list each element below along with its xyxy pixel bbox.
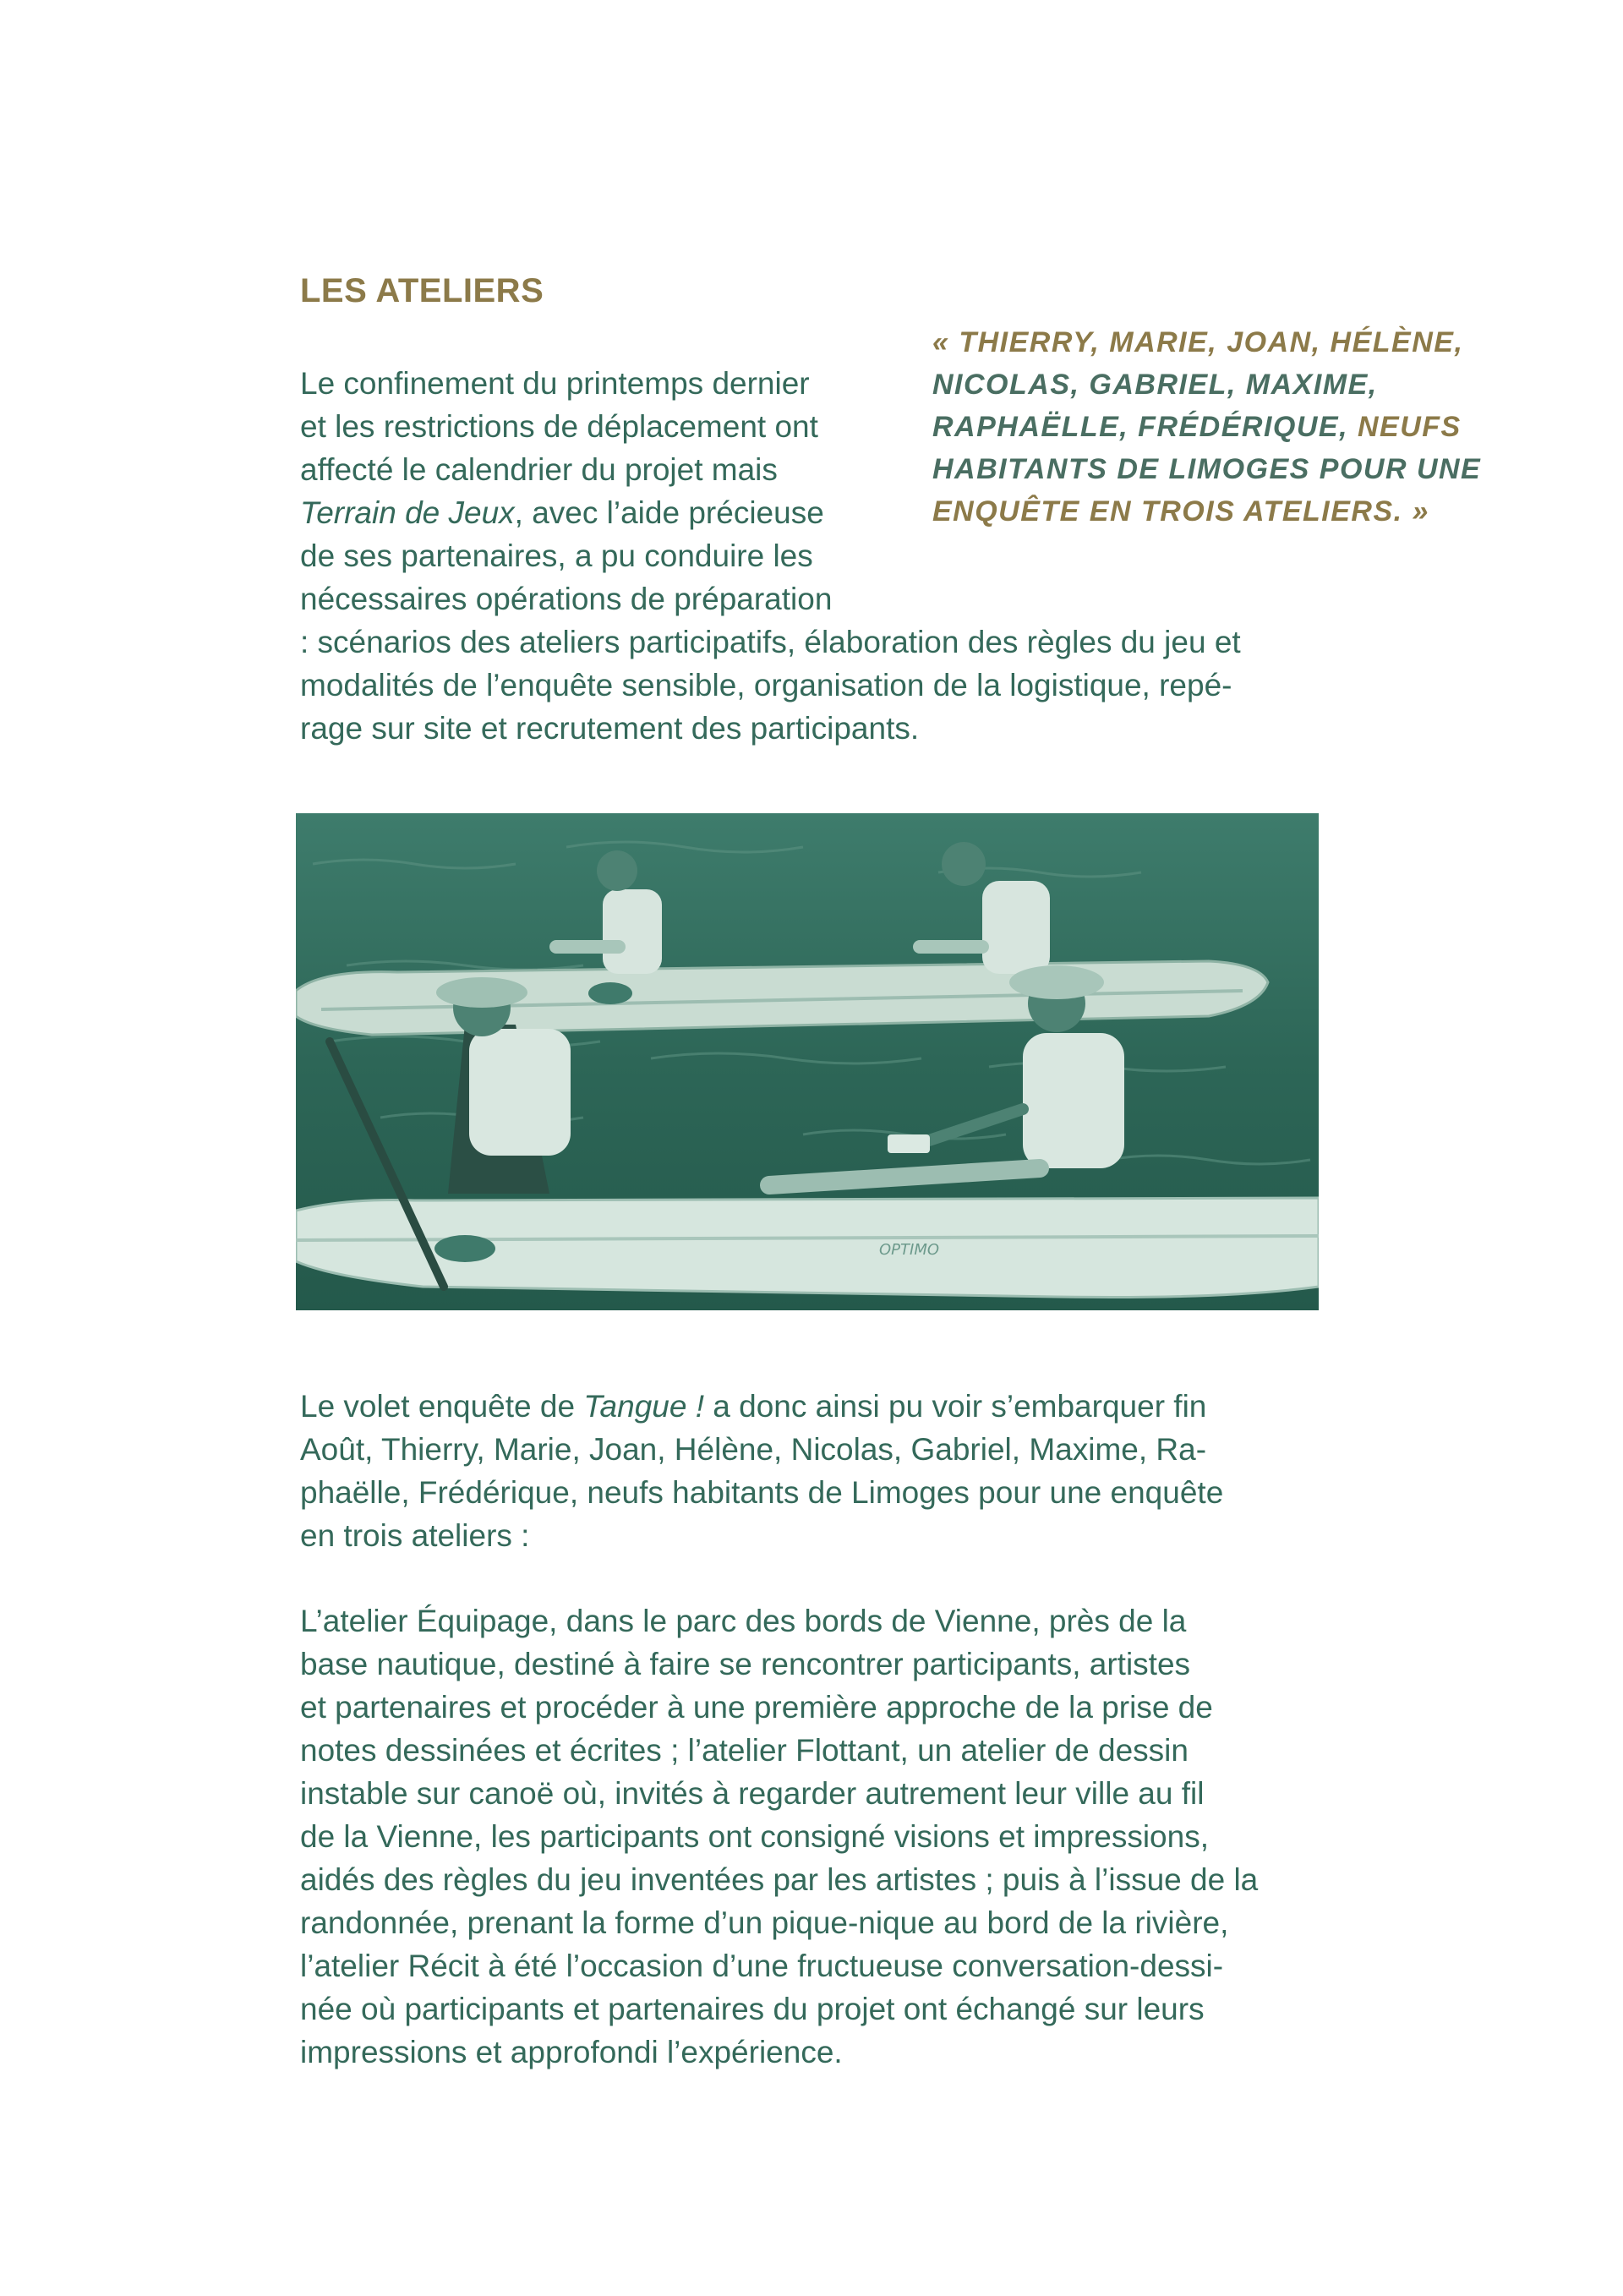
intro-line: nécessaires opérations de préparation [300, 582, 833, 616]
section-heading: LES ATELIERS [300, 272, 544, 309]
paragraph-workshops [300, 1599, 1348, 2074]
body-text: a donc ainsi pu voir s’embarquer fin [704, 1389, 1207, 1424]
intro-line: affecté le calendrier du projet mais [300, 452, 778, 487]
quote-part: HÉLÈNE, [1330, 326, 1464, 358]
intro-line [300, 491, 1348, 534]
intro-line: et les restrictions de déplacement ont [300, 409, 818, 444]
body-text: Le volet enquête de [300, 1389, 584, 1424]
intro-line: Le confinement du printemps dernier [300, 366, 810, 401]
quote-part: NICOLAS, GABRIEL, MAXIME, [932, 369, 1378, 401]
project-title: Tangue ! [583, 1389, 704, 1424]
body-line: notes dessinées et écrites ; l’atelier Flottant, un atelier de dessin [300, 1733, 1189, 1768]
body-line: phaëlle, Frédérique, neufs habitants de Limoges pour une enquête [300, 1475, 1224, 1510]
body-line: de la Vienne, les participants ont consigné visions et impressions, [300, 1819, 1209, 1854]
quote-part: « THIERRY, MARIE, JOAN, [932, 326, 1331, 358]
intro-line: modalités de l’enquête sensible, organisation de la logistique, repé- [300, 668, 1232, 702]
body-line: et partenaires et procéder à une première approche de la prise de [300, 1690, 1213, 1725]
kayak-brand-label: OPTIMO [879, 1241, 940, 1259]
body-line: L’atelier Équipage, dans le parc des bords de Vienne, près de la [300, 1604, 1187, 1638]
intro-paragraph [300, 362, 1348, 750]
quote-part: NEUFS [1357, 411, 1462, 443]
kayak-photo [296, 813, 1319, 1310]
body-line [300, 1385, 1348, 1428]
body-line: base nautique, destiné à faire se rencontrer participants, artistes [300, 1647, 1191, 1681]
body-line: instable sur canoë où, invités à regarder autrement leur ville au fil [300, 1776, 1205, 1811]
intro-text: , avec l’aide précieuse [514, 495, 824, 530]
kayak-illustration [296, 813, 1319, 1310]
quote-part: RAPHAËLLE, FRÉDÉRIQUE, [932, 411, 1358, 443]
body-line: l’atelier Récit à été l’occasion d’une fructueuse conversation-dessi- [300, 1949, 1224, 1983]
quote-part: HABITANTS DE LIMOGES POUR UNE [932, 453, 1482, 485]
body-line: aidés des règles du jeu inventées par les artistes ; puis à l’issue de la [300, 1862, 1259, 1897]
quote-part: ENQUÊTE EN TROIS ATELIERS. » [932, 495, 1429, 528]
body-line: impressions et approfondi l’expérience. [300, 2035, 843, 2069]
body-line: Août, Thierry, Marie, Joan, Hélène, Nicolas, Gabriel, Maxime, Ra- [300, 1432, 1207, 1467]
paragraph-expedition [300, 1385, 1348, 1557]
intro-line: : scénarios des ateliers participatifs, élaboration des règles du jeu et [300, 625, 1241, 659]
body-line: née où participants et partenaires du projet ont échangé sur leurs [300, 1992, 1205, 2026]
body-line: en trois ateliers : [300, 1518, 530, 1553]
intro-line: de ses partenaires, a pu conduire les [300, 538, 813, 573]
intro-line: rage sur site et recrutement des participants. [300, 711, 920, 746]
body-line: randonnée, prenant la forme d’un pique-nique au bord de la rivière, [300, 1905, 1229, 1940]
project-title: Terrain de Jeux [300, 495, 515, 530]
